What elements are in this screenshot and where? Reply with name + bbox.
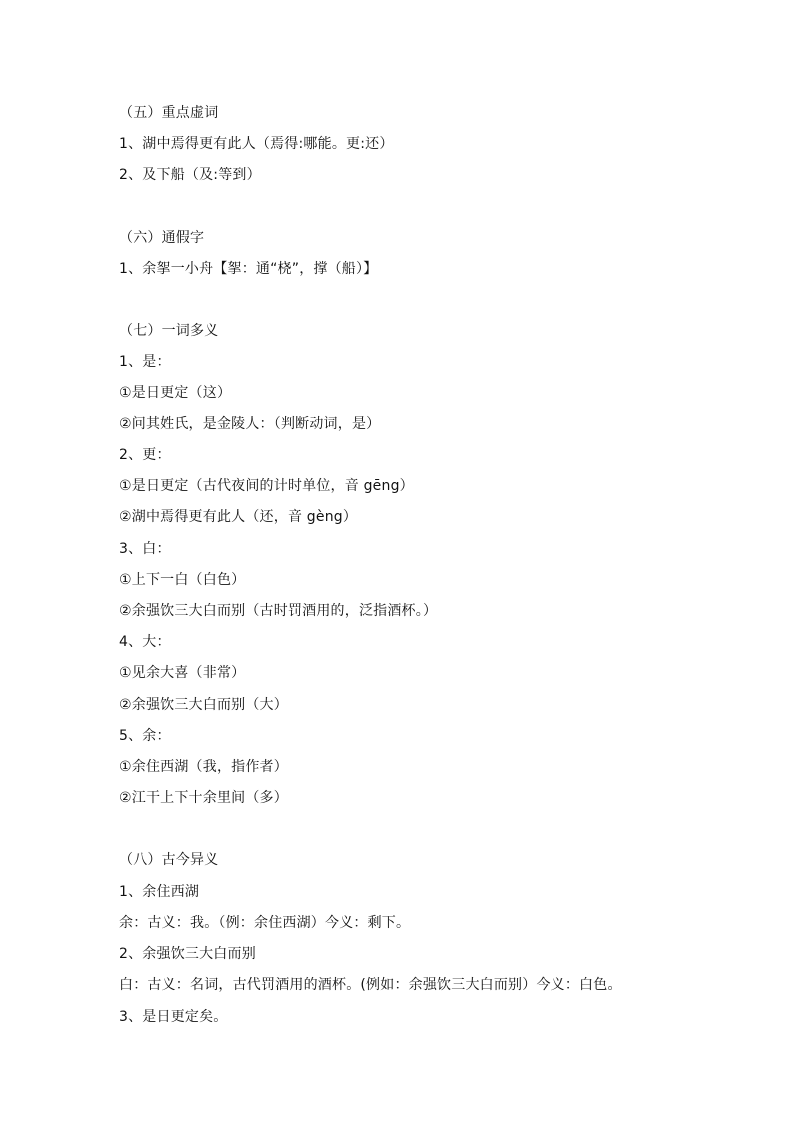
section-7-line-7: 3、白： [119,541,171,557]
section-7-line-13: 5、余： [119,728,171,744]
section-8-line-2: 余：古义：我。（例：余住西湖）今义：剩下。 [119,915,411,931]
section-7-line-15: ②江干上下十余里间（多） [119,790,288,806]
section-7-line-12: ②余强饮三大白而别（大） [119,697,288,713]
section-7-line-10: 4、大： [119,634,171,650]
section-7-line-8: ①上下一白（白色） [119,572,246,588]
section-6-line-1: 1、余挐一小舟【挐：通“桡”，撑（船）】 [119,261,378,277]
section-7-line-14: ①余住西湖（我，指作者） [119,759,288,775]
section-heading-5: （五）重点虚词 [119,105,219,121]
section-5-line-2: 2、及下船（及:等到） [119,167,261,183]
section-8-line-4: 白：古义：名词，古代罚酒用的酒杯。(例如：余强饮三大白而别）今义：白色。 [119,977,622,993]
section-7-line-3: ②问其姓氏，是金陵人：（判断动词，是） [119,416,381,432]
section-heading-6: （六）通假字 [119,230,205,246]
section-7-line-11: ①见余大喜（非常） [119,665,246,681]
section-7-line-5: ①是日更定（古代夜间的计时单位，音 gēng） [119,478,414,494]
section-7-line-1: 1、是： [119,354,171,370]
section-8-line-1: 1、余住西湖 [119,884,200,900]
section-5-line-1: 1、湖中焉得更有此人（焉得:哪能。更:还） [119,136,394,152]
section-8-line-3: 2、余强饮三大白而别 [119,946,256,962]
section-7-line-4: 2、更： [119,447,171,463]
section-7-line-9: ②余强饮三大白而别（古时罚酒用的，泛指酒杯。） [119,603,438,619]
section-7-line-6: ②湖中焉得更有此人（还，音 gèng） [119,509,358,525]
section-7-line-2: ①是日更定（这） [119,385,232,401]
section-heading-7: （七）一词多义 [119,323,219,339]
section-8-line-5: 3、是日更定矣。 [119,1009,228,1025]
section-heading-8: （八）古今异义 [119,852,219,868]
